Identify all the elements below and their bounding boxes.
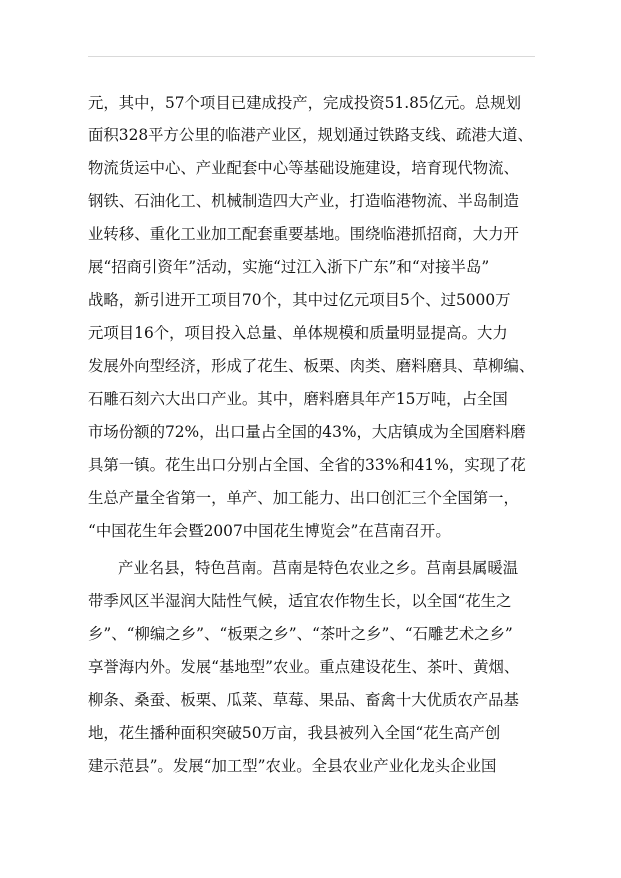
text-line: 钢铁、石油化工、机械制造四大产业，打造临港物流、半岛制造 bbox=[88, 192, 519, 210]
text-line: 战略，新引进开工项目70个，其中过亿元项目5个、过5000万 bbox=[88, 291, 511, 309]
text-line: 具第一镇。花生出口分别占全国、全省的33%和41%，实现了花 bbox=[88, 456, 526, 474]
text-line: 柳条、桑蚕、板栗、瓜菜、草莓、果品、畜禽十大优质农产品基 bbox=[88, 691, 519, 709]
text-line: 元，其中，57个项目已建成投产，完成投资51.85亿元。总规划 bbox=[88, 94, 522, 112]
text-line: 展“招商引资年”活动，实施“过江入浙下广东”和“对接半岛” bbox=[88, 258, 490, 276]
text-line: 面积328平方公里的临港产业区，规划通过铁路支线、疏港大道、 bbox=[88, 126, 533, 144]
text-line: 建示范县”。发展“加工型”农业。全县农业产业化龙头企业国 bbox=[88, 757, 497, 775]
text-line: “中国花生年会暨2007中国花生博览会”在莒南召开。 bbox=[88, 522, 451, 540]
text-line: 生总产量全省第一，单产、加工能力、出口创汇三个全国第一， bbox=[88, 489, 519, 507]
text-line: 发展外向型经济，形成了花生、板栗、肉类、磨料磨具、草柳编、 bbox=[88, 357, 535, 375]
paragraph-start-line: 产业名县，特色莒南。莒南是特色农业之乡。莒南县属暖温 bbox=[118, 559, 519, 577]
text-line: 享誉海内外。发展“基地型”农业。重点建设花生、茶叶、黄烟、 bbox=[88, 658, 520, 676]
text-line: 石雕石刻六大出口产业。其中，磨料磨具年产15万吨，占全国 bbox=[88, 390, 508, 408]
text-line: 乡”、“柳编之乡”、“板栗之乡”、“茶叶之乡”、“石雕艺术之乡” bbox=[88, 625, 513, 643]
text-line: 业转移、重化工业加工配套重要基地。围绕临港抓招商，大力开 bbox=[88, 225, 519, 243]
text-line: 带季风区半湿润大陆性气候，适宜农作物生长，以全国“花生之 bbox=[88, 592, 512, 610]
text-line: 元项目16个，项目投入总量、单体规模和质量明显提高。大力 bbox=[88, 324, 508, 342]
text-line: 地，花生播种面积突破50万亩，我县被列入全国“花生高产创 bbox=[88, 724, 501, 742]
text-line: 市场份额的72%，出口量占全国的43%，大店镇成为全国磨料磨 bbox=[88, 423, 526, 441]
text-line: 物流货运中心、产业配套中心等基础设施建设，培育现代物流、 bbox=[88, 159, 519, 177]
